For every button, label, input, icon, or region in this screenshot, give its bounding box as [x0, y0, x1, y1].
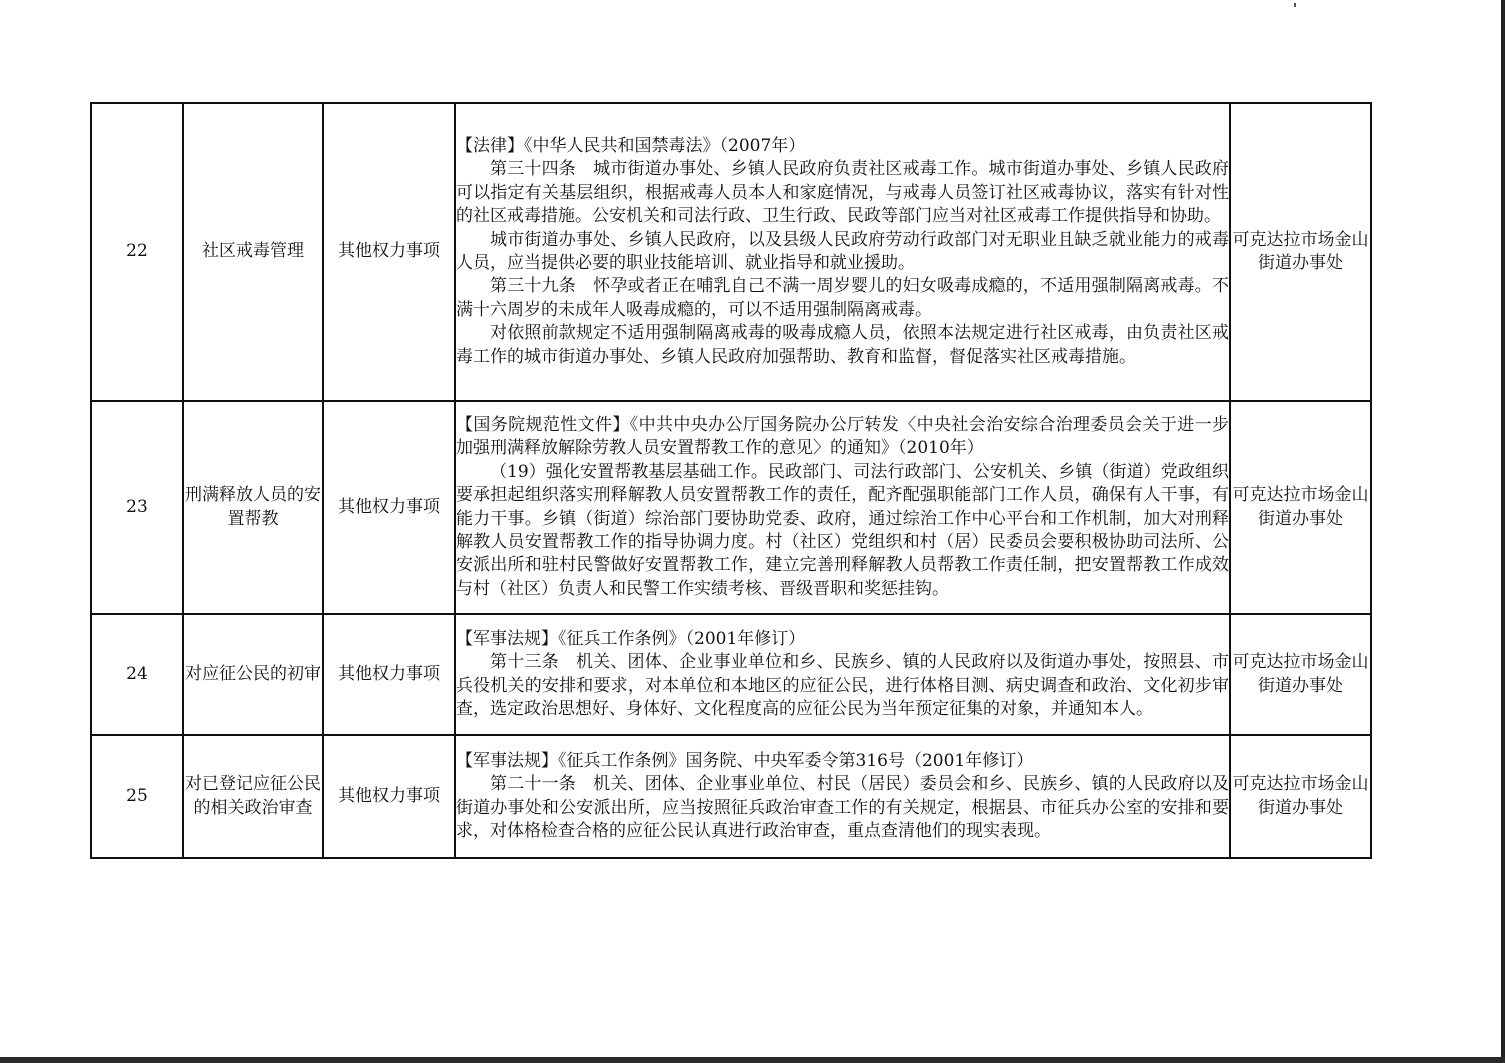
- scan-speck: [1294, 3, 1296, 7]
- item-name: 对应征公民的初审: [183, 614, 323, 735]
- item-name: 社区戒毒管理: [183, 103, 323, 401]
- basis-paragraph: 第三十九条 怀孕或者正在哺乳自己不满一周岁婴儿的妇女吸毒成瘾的，不适用强制隔离戒毒。不满十六周岁的未成年人吸毒成瘾的，可以不适用强制隔离戒毒。: [456, 276, 1229, 320]
- power-type: 其他权力事项: [323, 614, 455, 735]
- scan-bottom-edge: [0, 1057, 1505, 1063]
- basis-paragraph: 对依照前款规定不适用强制隔离戒毒的吸毒成瘾人员，依照本法规定进行社区戒毒，由负责社区戒毒工作的城市街道办事处、乡镇人民政府加强帮助、教育和监督，督促落实社区戒毒措施。: [456, 323, 1229, 367]
- legal-basis: [455, 735, 1230, 858]
- power-type: 其他权力事项: [323, 103, 455, 401]
- item-name: 对已登记应征公民的相关政治审查: [183, 735, 323, 858]
- table-row: [91, 614, 1371, 735]
- row-number: 25: [91, 735, 183, 858]
- responsible-department: 可克达拉市场金山街道办事处: [1230, 614, 1371, 735]
- row-number: 23: [91, 401, 183, 614]
- legal-basis: [455, 614, 1230, 735]
- basis-paragraph: 第二十一条 机关、团体、企业事业单位、村民（居民）委员会和乡、民族乡、镇的人民政府以及街道办事处和公安派出所，应当按照征兵政治审查工作的有关规定，根据县、市征兵办公室的安排和要求，对体格检查合格的应征公民认真进行政治审查，重点查清他们的现实表现。: [456, 774, 1229, 841]
- responsible-department: 可克达拉市场金山街道办事处: [1230, 401, 1371, 614]
- item-name: 刑满释放人员的安置帮教: [183, 401, 323, 614]
- basis-paragraph: （19）强化安置帮教基层基础工作。民政部门、司法行政部门、公安机关、乡镇（街道）党政组织要承担起组织落实刑释解教人员安置帮教工作的责任，配齐配强职能部门工作人员，确保有人干事，有能力干事。乡镇（街道）综治部门要协助党委、政府，通过综治工作中心平台和工作机制，加大对刑释解教人员安置帮教工作的指导协调力度。村（社区）党组织和村（居）民委员会要积极协助司法所、公安派出所和驻村民警做好安置帮教工作，建立完善刑释解教人员帮教工作责任制，把安置帮教工作成效与村（社区）负责人和民警工作实绩考核、晋级晋职和奖惩挂钩。: [456, 461, 1229, 599]
- legal-basis: [455, 103, 1230, 401]
- scan-right-edge: [1501, 0, 1505, 1063]
- power-items-table: [90, 102, 1372, 859]
- power-type: 其他权力事项: [323, 735, 455, 858]
- basis-paragraph: 城市街道办事处、乡镇人民政府，以及县级人民政府劳动行政部门对无职业且缺乏就业能力的戒毒人员，应当提供必要的职业技能培训、就业指导和就业援助。: [456, 229, 1229, 273]
- basis-header: 【军事法规】《征兵工作条例》（2001年修订）: [456, 628, 806, 649]
- responsible-department: 可克达拉市场金山街道办事处: [1230, 103, 1371, 401]
- legal-basis: [455, 401, 1230, 614]
- table-row: [91, 735, 1371, 858]
- table-row: [91, 401, 1371, 614]
- table-row: [91, 103, 1371, 401]
- row-number: 22: [91, 103, 183, 401]
- power-type: 其他权力事项: [323, 401, 455, 614]
- basis-header: 【军事法规】《征兵工作条例》国务院、中央军委令第316号（2001年修订）: [456, 750, 1034, 771]
- basis-paragraph: 第十三条 机关、团体、企业事业单位和乡、民族乡、镇的人民政府以及街道办事处，按照县、市兵役机关的安排和要求，对本单位和本地区的应征公民，进行体格目测、病史调查和政治、文化初步审查，选定政治思想好、身体好、文化程度高的应征公民为当年预定征集的对象，并通知本人。: [456, 652, 1229, 719]
- row-number: 24: [91, 614, 183, 735]
- basis-header: 【国务院规范性文件】《中共中央办公厅国务院办公厅转发〈中央社会治安综合治理委员会关于进一步加强刑满释放解除劳教人员安置帮教工作的意见〉的通知》（2010年）: [456, 414, 1229, 459]
- basis-paragraph: 第三十四条 城市街道办事处、乡镇人民政府负责社区戒毒工作。城市街道办事处、乡镇人民政府可以指定有关基层组织，根据戒毒人员本人和家庭情况，与戒毒人员签订社区戒毒协议，落实有针对性的社区戒毒措施。公安机关和司法行政、卫生行政、民政等部门应当对社区戒毒工作提供指导和协助。: [456, 159, 1229, 227]
- basis-header: 【法律】《中华人民共和国禁毒法》（2007年）: [456, 135, 806, 156]
- responsible-department: 可克达拉市场金山街道办事处: [1230, 735, 1371, 858]
